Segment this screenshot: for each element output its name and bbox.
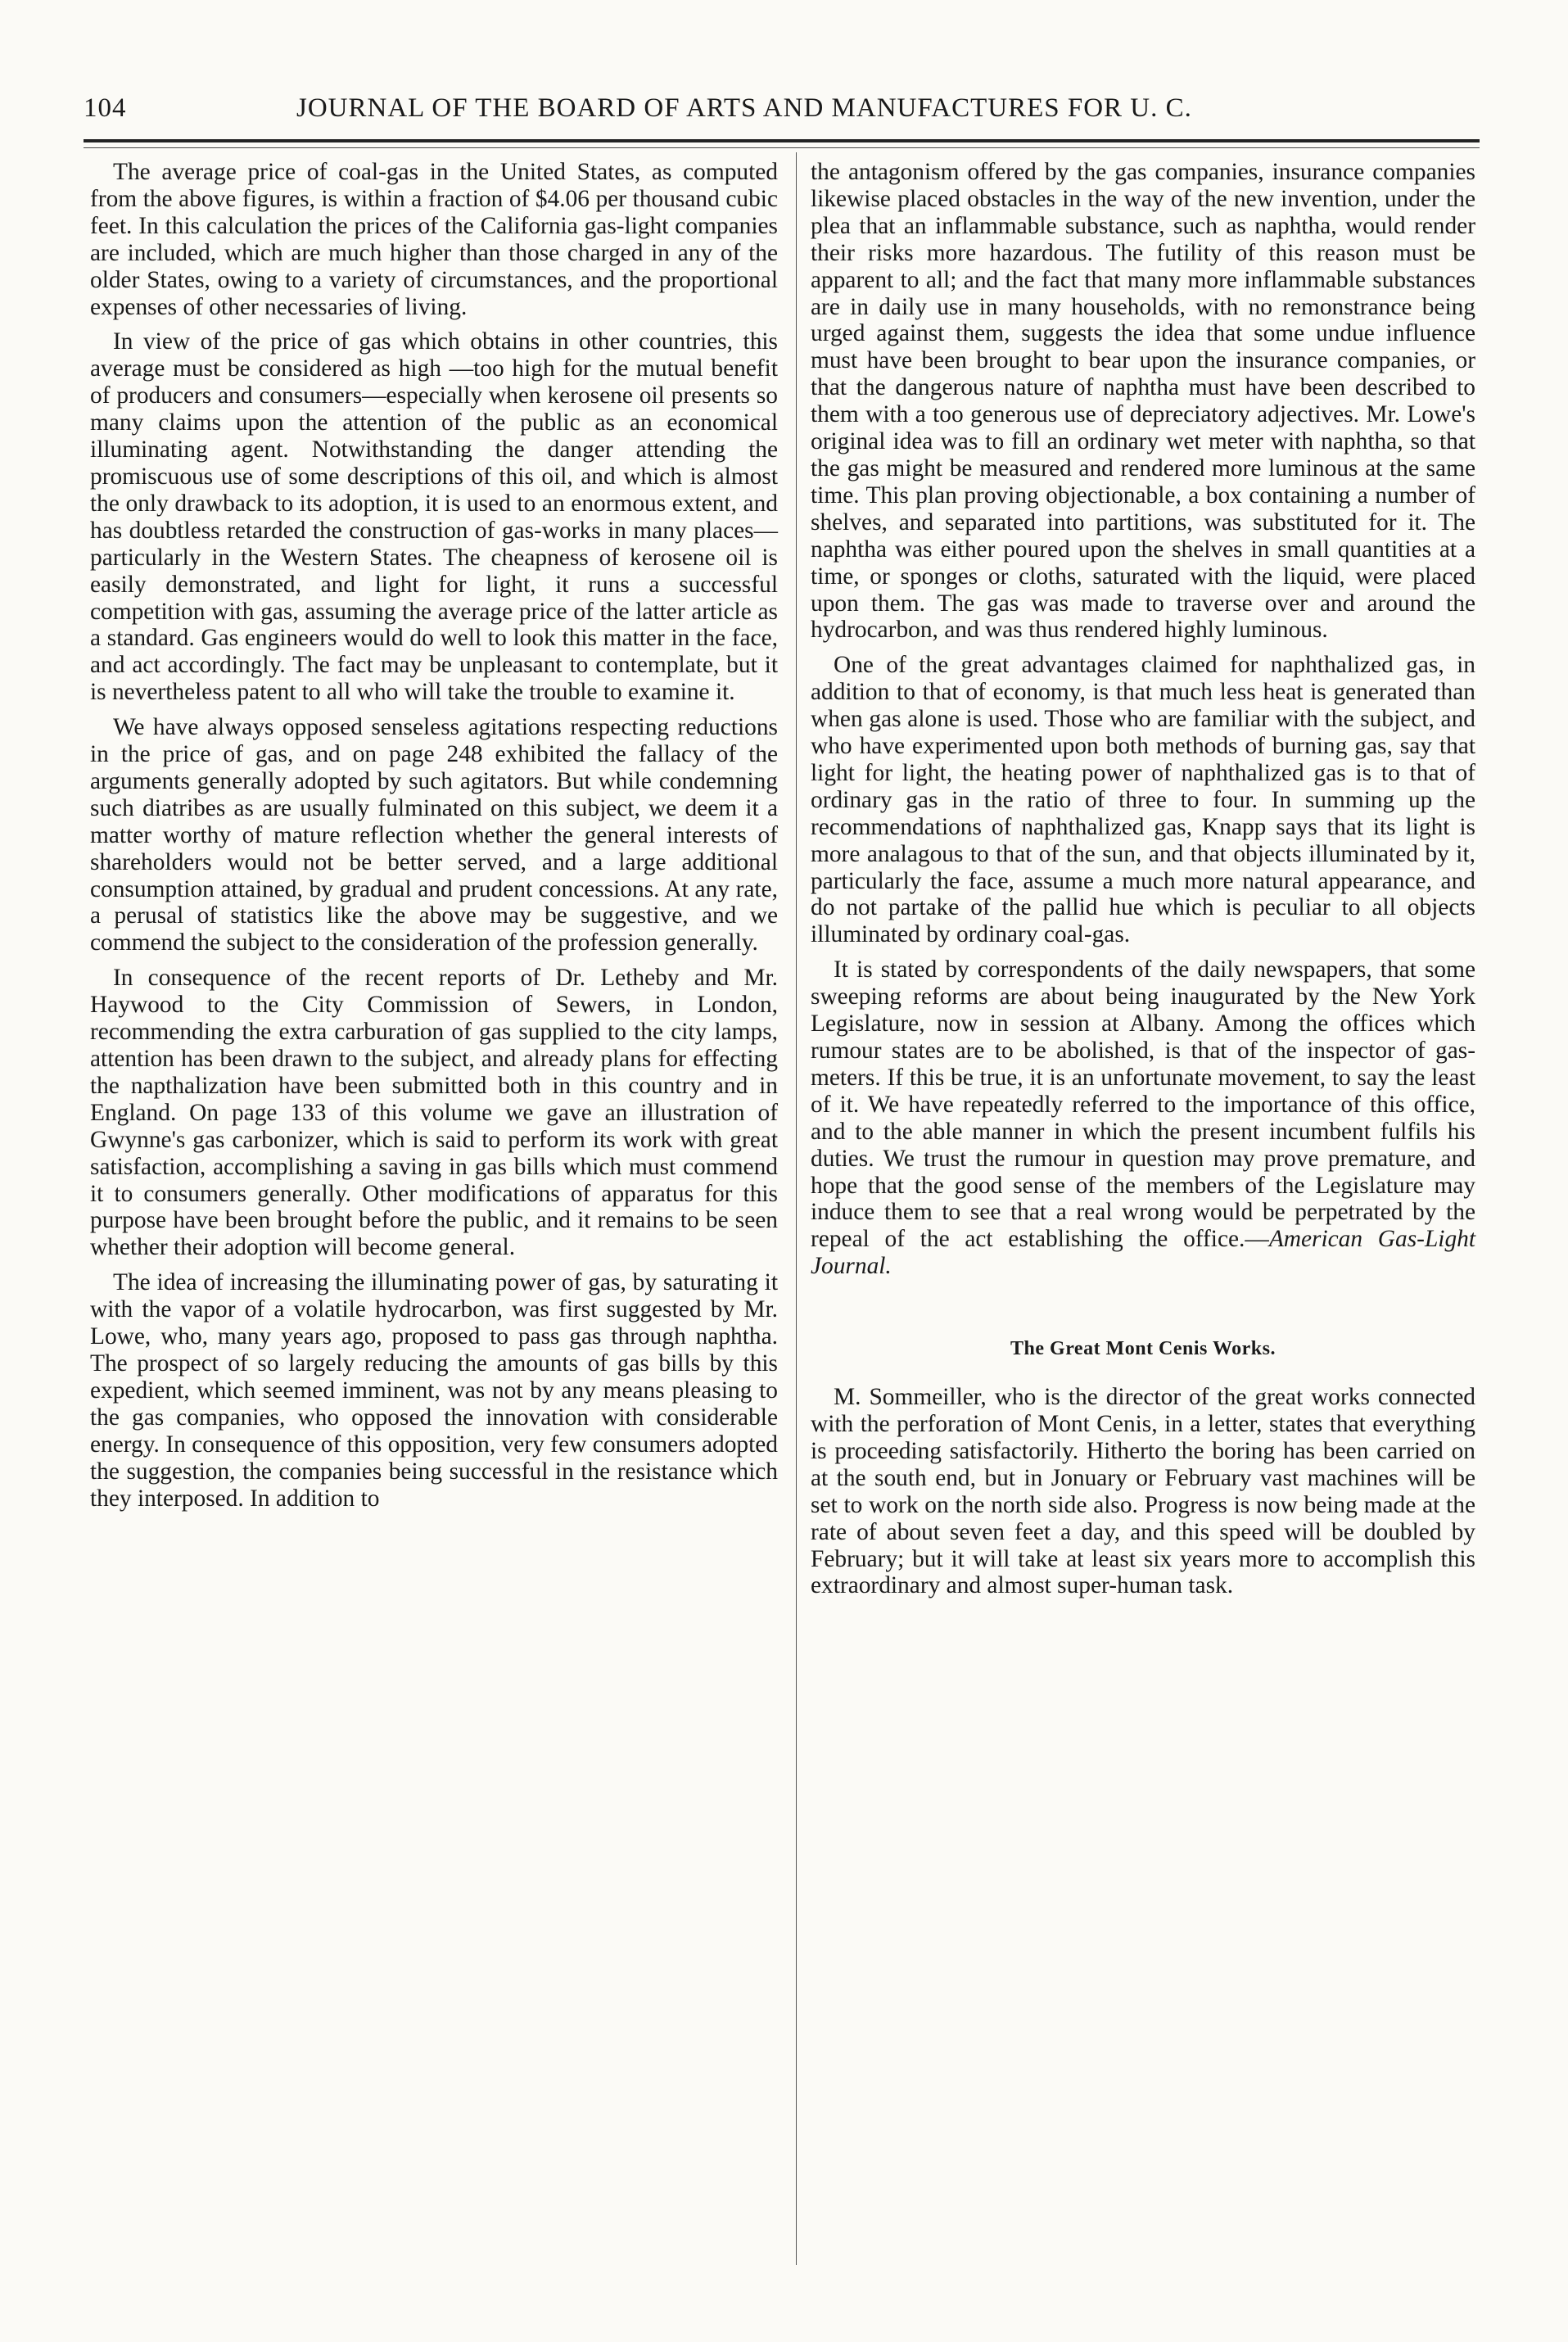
paragraph-carburation-reports: In consequence of the recent reports of Dr. Letheby and Mr. Haywood to the City Commission of Sewers, in London, recommending the extra carburation of gas supplied to the city lamps, attention has been drawn to the subject, and already plans for effecting the napthalization have been submitted both in this country and in England. On page 133 of this volume we gave an illustration of Gwynne's gas carbonizer, which is said to perform its work with great satisfaction, accomplishing a saving in gas bills which must commend it to consumers generally. Other modifications of apparatus for this purpose have been brought before the public, and it remains to be seen whether their adoption will become general. — [90, 965, 778, 1261]
right-column — [811, 159, 1475, 1607]
column-divider — [796, 152, 797, 2265]
page-number: 104 — [84, 93, 127, 123]
header-rule-thick — [84, 139, 1480, 142]
left-column — [90, 159, 778, 1512]
paragraph-mont-cenis: M. Sommeiller, who is the director of the great works connected with the perforation of Mont Cenis, in a letter, states that everything is proceeding satisfactorily. Hitherto the boring has been carried on at the south end, but in Jonuary or February vast machines will be set to work on the north side also. Progress is now being made at the rate of about seven feet a day, and this speed will be doubled by February; but it will take at least six years more to accomplish this extraordinary and almost super-human task. — [811, 1384, 1475, 1599]
paragraph-kerosene-competition: In view of the price of gas which obtains in other countries, this average must be considered as high —too high for the mutual benefit of producers and consumers—especially when kerosene oil presents so many claims upon the attention of the public as an economical illuminating agent. Notwithstanding the danger attending the promiscuous use of some descriptions of this oil, and which is almost the only drawback to its adoption, it is used to an enormous extent, and has doubtless retarded the construction of gas-works in many places—particularly in the Western States. The cheapness of kerosene oil is easily demonstrated, and light for light, it runs a successful competition with gas, assuming the average price of the latter article as a standard. Gas engineers would do well to look this matter in the face, and act accordingly. The fact may be unpleasant to contemplate, but it is nevertheless patent to all who will take the trouble to examine it. — [90, 328, 778, 706]
paragraph-price-agitations: We have always opposed senseless agitations respecting reductions in the price of gas, and on page 248 exhibited the fallacy of the arguments generally adopted by such agitators. But while condemning such diatribes as are usually fulminated on this subject, we deem it a matter worthy of mature reflection whether the general interests of shareholders would not be better served, and a large additional consumption attained, by gradual and prudent concessions. At any rate, a perusal of statistics like the above may be suggestive, and we commend the subject to the consideration of the profession generally. — [90, 714, 778, 956]
paragraph-naphthalized-advantages: One of the great advantages claimed for naphthalized gas, in addition to that of economy, is that much less heat is generated than when gas alone is used. Those who are familiar with the subject, and who have experimented upon both methods of burning gas, say that light for light, the heating power of naphthalized gas is to that of ordinary gas in the ratio of three to four. In summing up the recommendations of naphthalized gas, Knapp says that its light is more analagous to that of the sun, and that objects illuminated by it, particularly the face, assume a much more natural appearance, and do not partake of the pallid hue which is peculiar to all objects illuminated by ordinary coal-gas. — [811, 652, 1475, 948]
source-citation: American Gas-Light Journal. — [811, 1226, 1476, 1280]
gas-meter-inspector-text: It is stated by correspondents of the daily newspapers, that some sweeping reforms are about being inaugurated by the New York Legislature, now in session at Albany. Among the offices which rumour states are to be abolished, is that of the inspector of gas-meters. If this be true, it is an unfortunate movement, to say the least of it. We have repeatedly referred to the importance of this office, and to the able manner in which the present incumbent fulfils his duties. We trust the rumour in question may prove premature, and hope that the good sense of the members of the Legislature may induce them to see that a real wrong would be perpetrated by the repeal of the act establishing the office.— — [811, 956, 1475, 1253]
paragraph-naphtha-idea: The idea of increasing the illuminating power of gas, by saturating it with the vapor of a volatile hydrocarbon, was first suggested by Mr. Lowe, who, many years ago, proposed to pass gas through naphtha. The prospect of so largely reducing the amounts of gas bills by this expedient, which seemed imminent, was not by any means pleasing to the gas companies, who opposed the innovation with considerable energy. In consequence of this opposition, very few consumers adopted the suggestion, the companies being successful in the resistance which they interposed. In addition to — [90, 1269, 778, 1512]
running-title: JOURNAL OF THE BOARD OF ARTS AND MANUFACTURES FOR U. C. — [296, 93, 1192, 123]
paragraph-gas-meter-inspector — [811, 956, 1475, 1280]
paragraph-gas-price-average: The average price of coal-gas in the United States, as computed from the above figures, is within a fraction of $4.06 per thousand cubic feet. In this calculation the prices of the California gas-light companies are included, which are much higher than those charged in any of the older States, owing to a variety of circumstances, and the proportional expenses of other necessaries of living. — [90, 159, 778, 320]
header-rule-thin — [84, 147, 1480, 148]
section-heading-mont-cenis: The Great Mont Cenis Works. — [1010, 1338, 1276, 1360]
paragraph-insurance-obstacles: the antagonism offered by the gas companies, insurance companies likewise placed obstacles in the way of the new invention, under the plea that an inflammable substance, such as naphtha, would render their risks more hazardous. The futility of this reason must be apparent to all; and the fact that many more inflammable substances are in daily use in many households, with no remonstrance being urged against them, suggests the idea that some undue influence must have been brought to bear upon the insurance companies, or that the dangerous nature of naphtha must have been described to them with a too generous use of depreciatory adjectives. Mr. Lowe's original idea was to fill an ordinary wet meter with naphtha, so that the gas might be measured and rendered more luminous at the same time. This plan proving objectionable, a box containing a number of shelves, and separated into partitions, was substituted for it. The naphtha was either poured upon the shelves in small quantities at a time, or sponges or cloths, saturated with the liquid, were placed upon them. The gas was made to traverse over and around the hydrocarbon, and was thus rendered highly luminous. — [811, 159, 1475, 644]
page-header — [84, 82, 1312, 131]
